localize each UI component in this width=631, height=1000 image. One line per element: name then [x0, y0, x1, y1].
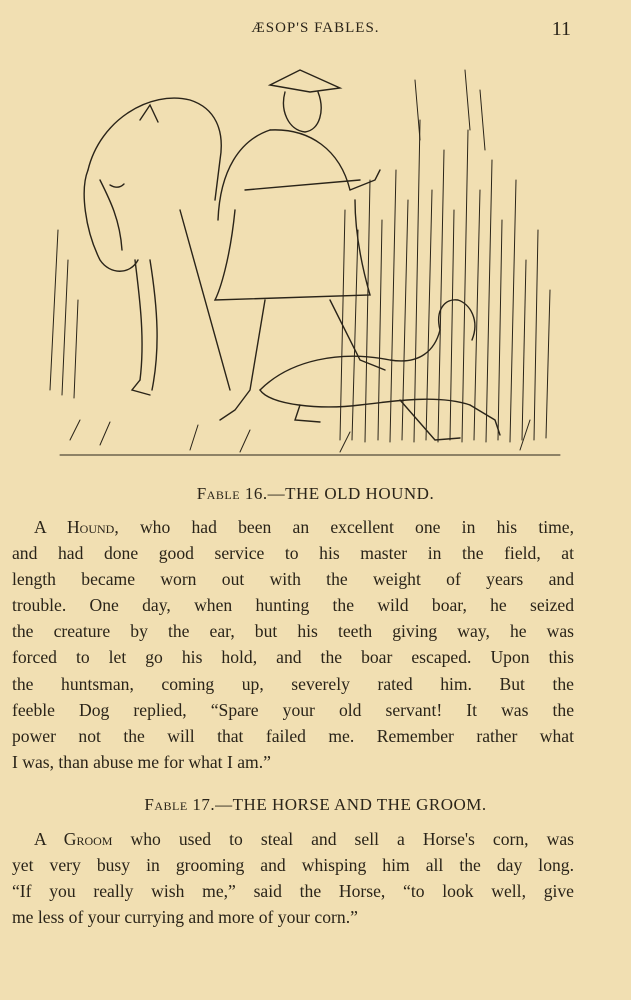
running-head: [0, 18, 631, 42]
text-line: power not the will that failed me. Remember rather what: [12, 725, 574, 746]
fable-16-title: —THE OLD HOUND.: [267, 484, 435, 503]
text-line: and had done good service to his master in the field, at: [12, 543, 574, 564]
text-line: “If you really wish me,” said the Horse, “to look well, give: [12, 881, 574, 902]
text-line: trouble. One day, when hunting the wild boar, he seized: [12, 595, 574, 616]
horse: [84, 98, 221, 395]
text-line: forced to let go his hold, and the boar escaped. Upon this: [12, 647, 574, 668]
text-line: me less of your currying and more of your corn.”: [12, 907, 358, 928]
page-number: 11: [551, 18, 571, 40]
text-line: length became worn out with the weight of years and: [12, 569, 574, 590]
text-line: the huntsman, coming up, severely rated him. But the: [12, 673, 574, 694]
text-line: yet very busy in grooming and whisping him all the day long.: [12, 855, 574, 876]
text-line: A Groom who used to steal and sell a Horse's corn, was: [34, 829, 574, 849]
fable-16-label: Fable 16.: [196, 484, 268, 503]
fable-16-body: [12, 514, 574, 775]
fable-17-heading: [0, 795, 631, 815]
text-line: the creature by the ear, but his teeth giving way, he was: [12, 621, 574, 642]
text-line: I was, than abuse me for what I am.”: [12, 751, 271, 772]
reed-strokes: [50, 70, 550, 442]
text-line: A Hound, who had been an excellent one in his time,: [34, 517, 575, 537]
fable-16-heading: [0, 484, 631, 504]
fable-17-label: Fable 17.: [144, 795, 216, 814]
fable-17-title: —THE HORSE AND THE GROOM.: [215, 795, 487, 814]
fable-illustration: [40, 60, 568, 465]
ground-strokes: [60, 420, 560, 455]
text-line: feeble Dog replied, “Spare your old servant! It was the: [12, 699, 574, 720]
fable-17-body: [12, 826, 574, 930]
running-title: ÆSOP'S FABLES.: [251, 20, 380, 36]
